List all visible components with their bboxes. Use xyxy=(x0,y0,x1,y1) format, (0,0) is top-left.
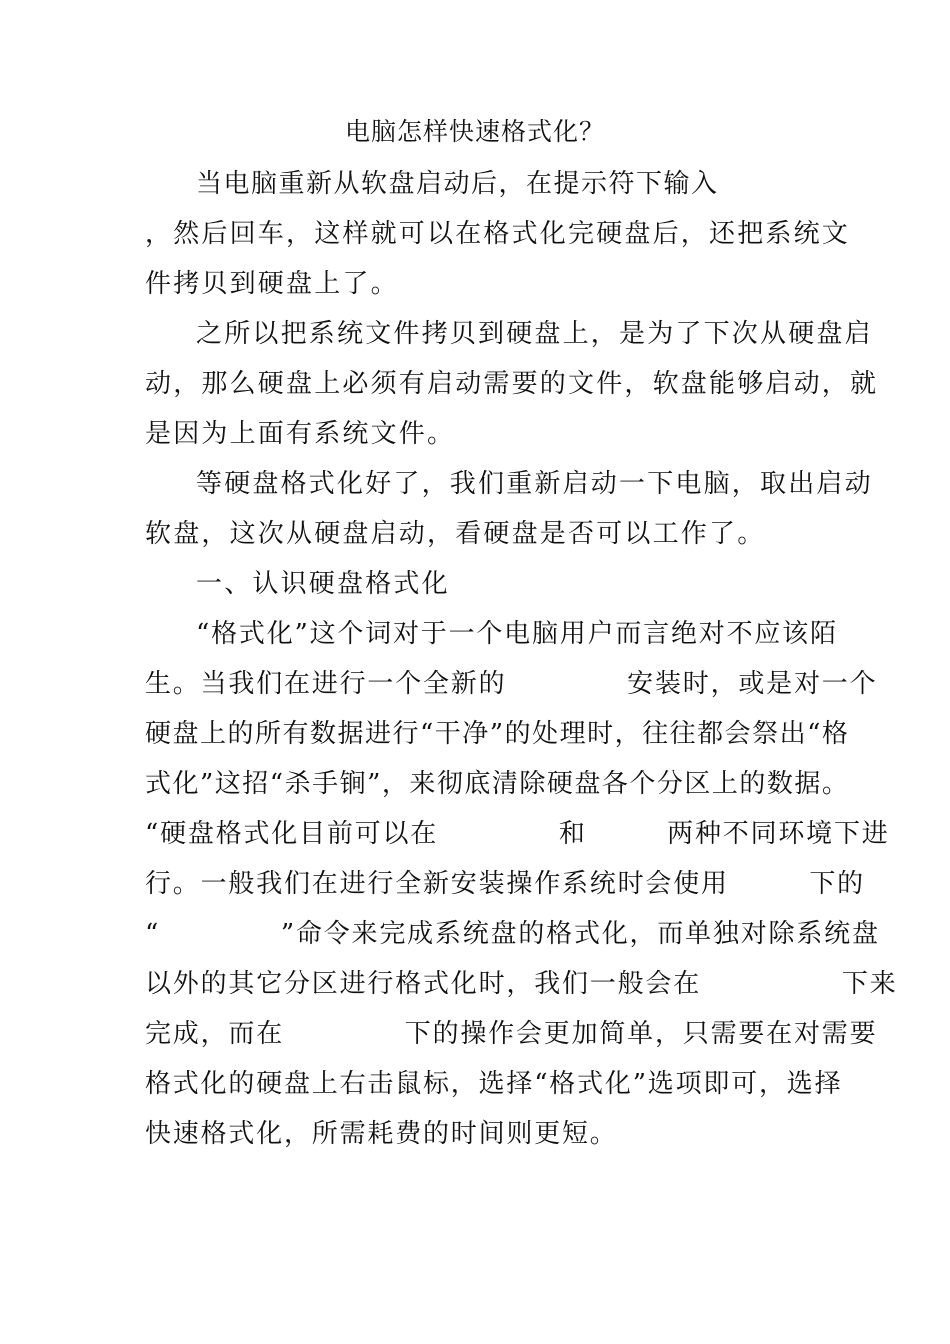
paragraph-line: 是因为上面有系统文件。 xyxy=(145,419,456,449)
paragraph-line: “格式化”这个词对于一个电脑用户而言绝对不应该陌 xyxy=(196,619,838,649)
paragraph-line: 硬盘上的所有数据进行“干净”的处理时，往往都会祭出“格 xyxy=(145,719,850,749)
paragraph-line: 快速格式化，所需耗费的时间则更短。 xyxy=(145,1119,618,1149)
paragraph-line: 格式化的硬盘上右击鼠标，选择“格式化”选项即可，选择 xyxy=(145,1069,843,1099)
paragraph-line: 以外的其它分区进行格式化时，我们一般会在 下来 xyxy=(145,969,898,999)
paragraph-line: 当电脑重新从软盘启动后，在提示符下输入 xyxy=(196,169,719,199)
paragraph-line: ，然后回车，这样就可以在格式化完硬盘后，还把系统文 xyxy=(145,219,851,249)
document-title: 电脑怎样快速格式化？ xyxy=(344,117,605,146)
paragraph-line: “硬盘格式化目前可以在 和 两种不同环境下进 xyxy=(145,819,890,849)
paragraph-line: 完成，而在 下的操作会更加简单，只需要在对需要 xyxy=(145,1019,878,1049)
paragraph-line: 行。一般我们在进行全新安装操作系统时会使用 下的 xyxy=(145,869,865,899)
paragraph-line: 之所以把系统文件拷贝到硬盘上，是为了下次从硬盘启 xyxy=(196,319,873,349)
paragraph-line: 等硬盘格式化好了，我们重新启动一下电脑，取出启动 xyxy=(196,469,873,499)
paragraph-line: 件拷贝到硬盘上了。 xyxy=(145,269,399,299)
paragraph-line: 动，那么硬盘上必须有启动需要的文件，软盘能够启动，就 xyxy=(145,369,879,399)
section-heading: 一、认识硬盘格式化 xyxy=(196,569,450,599)
paragraph-line: “ ”命令来完成系统盘的格式化，而单独对除系统盘 xyxy=(145,919,880,949)
paragraph-line: 软盘，这次从硬盘启动，看硬盘是否可以工作了。 xyxy=(145,519,766,549)
paragraph-line: 生。当我们在进行一个全新的 安装时，或是对一个 xyxy=(145,669,878,699)
paragraph-line: 式化”这招“杀手锏”，来彻底清除硬盘各个分区上的数据。 xyxy=(145,769,850,799)
